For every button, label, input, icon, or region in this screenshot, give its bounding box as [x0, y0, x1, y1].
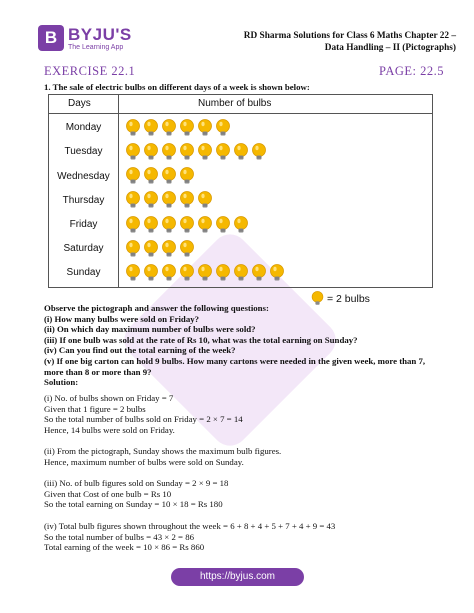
question-1: (i) How many bulbs were sold on Friday?: [44, 313, 200, 324]
bulb-icon: [250, 263, 268, 283]
bulb-icon: [124, 263, 142, 283]
header-divider: [49, 113, 432, 114]
bulb-icon: [160, 166, 178, 186]
day-label: Thursday: [62, 194, 105, 206]
question-5-cont: more than 8 or more than 9?: [44, 366, 152, 377]
solution-1: (i) No. of bulbs shown on Friday = 7 Given that 1 figure = 2 bulbs So the total number of bulbs sold on Friday = 2 × 7 = 14 Hence, 14 bulbs were sold on Friday.: [44, 393, 243, 435]
bulb-icon: [142, 263, 160, 283]
bulb-icon: [142, 190, 160, 210]
page-label: PAGE: 22.5: [379, 64, 444, 78]
bulb-icon: [178, 166, 196, 186]
bulb-icon: [178, 142, 196, 162]
solution-3: (iii) No. of bulb figures sold on Sunday = 2 × 9 = 18 Given that Cost of one bulb = Rs 10 So the total earning on Sunday = 10 × 18 = Rs 180: [44, 478, 229, 510]
pictograph-row: [49, 116, 432, 140]
bulb-icon: [196, 118, 214, 138]
bulb-icon: [214, 215, 232, 235]
bulb-icon: [214, 263, 232, 283]
bulb-group: [118, 215, 250, 235]
solution-heading: Solution:: [44, 377, 79, 388]
exercise-label: EXERCISE 22.1: [44, 64, 136, 78]
bulb-icon: [124, 215, 142, 235]
bulb-icon: [250, 142, 268, 162]
question-3: (iii) If one bulb was sold at the rate of Rs 10, what was the total earning on Sunday?: [44, 334, 358, 345]
bulb-icon: [124, 142, 142, 162]
day-label: Saturday: [63, 243, 104, 255]
bulb-icon: [142, 166, 160, 186]
bulb-icon: [268, 263, 286, 283]
bulbs-column-header: Number of bulbs: [198, 98, 272, 109]
days-column-header: Days: [68, 98, 91, 109]
bulb-icon: [142, 215, 160, 235]
bulb-group: [118, 190, 214, 210]
bulb-icon: [124, 190, 142, 210]
bulb-icon: [196, 190, 214, 210]
questions-block: [44, 303, 444, 388]
bulb-icon: [178, 118, 196, 138]
bulb-icon: [178, 215, 196, 235]
bulb-icon: [232, 142, 250, 162]
logo-tagline: The Learning App: [68, 43, 124, 51]
bulb-icon: [214, 118, 232, 138]
bulb-icon: [160, 118, 178, 138]
bulb-icon: [160, 263, 178, 283]
logo-brand: BYJU'S: [68, 24, 132, 44]
solution-2: (ii) From the pictograph, Sunday shows the maximum bulb figures. Hence, maximum number of bulbs were sold on Sunday.: [44, 446, 282, 467]
day-label: Monday: [65, 122, 102, 134]
bulb-icon: [196, 263, 214, 283]
question-4: (iv) Can you find out the total earning of the week?: [44, 345, 236, 356]
bulb-icon: [178, 190, 196, 210]
pictograph-row: [49, 140, 432, 164]
bulb-icon: [160, 215, 178, 235]
bulb-icon: [124, 166, 142, 186]
bulb-icon: [232, 215, 250, 235]
document-title: RD Sharma Solutions for Class 6 Maths Chapter 22 – Data Handling – II (Pictographs): [243, 31, 456, 53]
solution-4: (iv) Total bulb figures shown throughout the week = 6 + 8 + 4 + 5 + 7 + 4 + 9 = 43 So the total number of bulbs = 43 × 2 = 86 Total earning of the week = 10 × 86 = Rs 860: [44, 521, 336, 553]
legend-text: = 2 bulbs: [327, 292, 370, 305]
day-label: Wednesday: [57, 170, 110, 182]
bulb-icon: [160, 190, 178, 210]
bulb-icon: [178, 239, 196, 259]
bulb-icon: [196, 215, 214, 235]
bulb-icon: [214, 142, 232, 162]
page-header: [0, 0, 474, 60]
day-label: Friday: [69, 219, 98, 231]
logo-mark-icon: B: [38, 25, 64, 51]
bulb-group: [118, 239, 196, 259]
bulb-icon: [160, 239, 178, 259]
bulb-icon: [124, 118, 142, 138]
bulb-icon: [142, 118, 160, 138]
bulb-icon: [142, 239, 160, 259]
day-label: Tuesday: [64, 146, 103, 158]
pictograph-row: [49, 261, 432, 285]
byjus-logo[interactable]: [38, 25, 132, 51]
bulb-icon: [232, 263, 250, 283]
bulb-icon: [178, 263, 196, 283]
bulb-icon: [142, 142, 160, 162]
question-5: (v) If one big carton can hold 9 bulbs. How many cartons were needed in the given week, more than 7,: [44, 355, 426, 366]
pictograph-row: [49, 237, 432, 261]
question-text: 1. The sale of electric bulbs on different days of a week is shown below:: [44, 82, 310, 92]
bulb-icon: [196, 142, 214, 162]
pictograph-row: [49, 189, 432, 213]
questions-intro: Observe the pictograph and answer the following questions:: [44, 303, 269, 313]
question-2: (ii) On which day maximum number of bulbs were sold?: [44, 324, 256, 335]
bulb-group: [118, 166, 196, 186]
pictograph-row: [49, 164, 432, 188]
bulb-icon: [160, 142, 178, 162]
bulb-icon: [124, 239, 142, 259]
bulb-group: [118, 263, 286, 283]
footer-link[interactable]: https://byjus.com: [171, 568, 304, 586]
bulb-group: [118, 142, 268, 162]
pictograph-row: [49, 213, 432, 237]
bulb-group: [118, 118, 232, 138]
pictograph-table: [48, 94, 433, 288]
day-label: Sunday: [66, 267, 101, 279]
